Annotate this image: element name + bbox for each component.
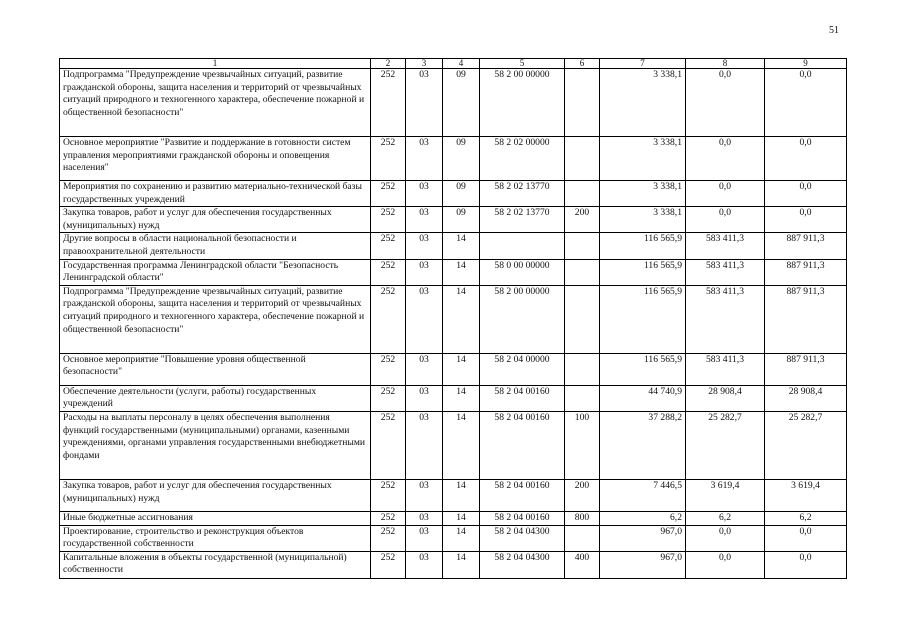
col9-cell: 0,0 (765, 137, 847, 181)
col-header-7: 7 (600, 59, 686, 69)
col5-cell: 58 2 04 00160 (480, 411, 565, 479)
col7-cell: 44 740,9 (600, 385, 686, 411)
col2-cell: 252 (371, 511, 406, 525)
row-name: Иные бюджетные ассигнования (60, 511, 371, 525)
col5-cell: 58 2 04 00160 (480, 511, 565, 525)
col2-cell: 252 (371, 137, 406, 181)
col6-cell (565, 233, 600, 259)
col4-cell: 14 (443, 259, 480, 285)
col2-cell: 252 (371, 385, 406, 411)
col8-cell: 0,0 (686, 137, 765, 181)
col-header-8: 8 (686, 59, 765, 69)
col-header-6: 6 (565, 59, 600, 69)
col6-cell: 200 (565, 207, 600, 233)
col4-cell: 14 (443, 285, 480, 353)
table-row (60, 411, 847, 479)
col8-cell: 3 619,4 (686, 479, 765, 511)
table-row (60, 511, 847, 525)
col5-cell: 58 2 00 00000 (480, 69, 565, 137)
col-header-5: 5 (480, 59, 565, 69)
col9-cell: 0,0 (765, 525, 847, 551)
col8-cell: 0,0 (686, 525, 765, 551)
col9-cell: 887 911,3 (765, 259, 847, 285)
col3-cell: 03 (406, 181, 443, 207)
col7-cell: 3 338,1 (600, 207, 686, 233)
row-name: Другие вопросы в области национальной безопасности и правоохранительной деятельности (60, 233, 371, 259)
col6-cell (565, 353, 600, 385)
col9-cell: 28 908,4 (765, 385, 847, 411)
row-name: Капитальные вложения в объекты государственной (муниципальной) собственности (60, 551, 371, 578)
table-header-row (60, 59, 847, 69)
col7-cell: 116 565,9 (600, 285, 686, 353)
col2-cell: 252 (371, 207, 406, 233)
table-row (60, 353, 847, 385)
col9-cell: 0,0 (765, 551, 847, 578)
table-row (60, 551, 847, 578)
col6-cell: 100 (565, 411, 600, 479)
col5-cell (480, 233, 565, 259)
col4-cell: 14 (443, 353, 480, 385)
col6-cell (565, 69, 600, 137)
col6-cell: 200 (565, 479, 600, 511)
col3-cell: 03 (406, 259, 443, 285)
col7-cell: 3 338,1 (600, 181, 686, 207)
row-name: Проектирование, строительство и реконструкция объектов государственной собственности (60, 525, 371, 551)
col5-cell: 58 2 00 00000 (480, 285, 565, 353)
col7-cell: 3 338,1 (600, 69, 686, 137)
table-row (60, 259, 847, 285)
row-name: Подпрограмма "Предупреждение чрезвычайных ситуаций, развитие гражданской обороны, защита населения и территорий от чрезвычайных ситуаций природного и техногенного характера, обеспечение пожарной и общественной безопасности" (60, 285, 371, 353)
col4-cell: 14 (443, 551, 480, 578)
col2-cell: 252 (371, 285, 406, 353)
col3-cell: 03 (406, 411, 443, 479)
page-number: 51 (829, 25, 839, 36)
col6-cell (565, 137, 600, 181)
budget-table (59, 58, 847, 579)
table-row (60, 525, 847, 551)
col3-cell: 03 (406, 385, 443, 411)
col4-cell: 09 (443, 207, 480, 233)
col3-cell: 03 (406, 353, 443, 385)
col2-cell: 252 (371, 69, 406, 137)
col7-cell: 3 338,1 (600, 137, 686, 181)
col-header-4: 4 (443, 59, 480, 69)
col7-cell: 116 565,9 (600, 259, 686, 285)
col8-cell: 583 411,3 (686, 233, 765, 259)
col9-cell: 887 911,3 (765, 233, 847, 259)
col5-cell: 58 2 04 00160 (480, 479, 565, 511)
col7-cell: 37 288,2 (600, 411, 686, 479)
col9-cell: 0,0 (765, 207, 847, 233)
col5-cell: 58 2 02 13770 (480, 207, 565, 233)
col2-cell: 252 (371, 233, 406, 259)
row-name: Закупка товаров, работ и услуг для обеспечения государственных (муниципальных) нужд (60, 207, 371, 233)
col-header-1: 1 (60, 59, 371, 69)
col4-cell: 14 (443, 233, 480, 259)
col2-cell: 252 (371, 353, 406, 385)
col8-cell: 6,2 (686, 511, 765, 525)
row-name: Основное мероприятие "Развитие и поддержание в готовности систем управления мероприятиями гражданской обороны и оповещения населения" (60, 137, 371, 181)
table-row (60, 479, 847, 511)
table-row (60, 137, 847, 181)
row-name: Расходы на выплаты персоналу в целях обеспечения выполнения функций государственными (муниципальными) органами, казенными учреждениями, органами управления государственными внебюджетными фондами (60, 411, 371, 479)
col5-cell: 58 2 02 13770 (480, 181, 565, 207)
col4-cell: 14 (443, 525, 480, 551)
table-row (60, 385, 847, 411)
col2-cell: 252 (371, 181, 406, 207)
col6-cell: 400 (565, 551, 600, 578)
col8-cell: 28 908,4 (686, 385, 765, 411)
col6-cell (565, 385, 600, 411)
col8-cell: 0,0 (686, 207, 765, 233)
col5-cell: 58 2 04 04300 (480, 551, 565, 578)
col8-cell: 583 411,3 (686, 353, 765, 385)
col6-cell (565, 285, 600, 353)
col6-cell (565, 259, 600, 285)
table-row (60, 285, 847, 353)
col3-cell: 03 (406, 479, 443, 511)
row-name: Мероприятия по сохранению и развитию материально-технической базы государственных учреждений (60, 181, 371, 207)
col-header-2: 2 (371, 59, 406, 69)
col8-cell: 0,0 (686, 181, 765, 207)
col7-cell: 967,0 (600, 551, 686, 578)
col5-cell: 58 2 04 00160 (480, 385, 565, 411)
col3-cell: 03 (406, 207, 443, 233)
col5-cell: 58 2 04 04300 (480, 525, 565, 551)
row-name: Закупка товаров, работ и услуг для обеспечения государственных (муниципальных) нужд (60, 479, 371, 511)
col3-cell: 03 (406, 551, 443, 578)
col3-cell: 03 (406, 525, 443, 551)
col2-cell: 252 (371, 259, 406, 285)
col8-cell: 25 282,7 (686, 411, 765, 479)
col4-cell: 14 (443, 411, 480, 479)
col5-cell: 58 2 02 00000 (480, 137, 565, 181)
col2-cell: 252 (371, 525, 406, 551)
col6-cell (565, 525, 600, 551)
col9-cell: 887 911,3 (765, 285, 847, 353)
col9-cell: 6,2 (765, 511, 847, 525)
col-header-3: 3 (406, 59, 443, 69)
col7-cell: 116 565,9 (600, 233, 686, 259)
col4-cell: 09 (443, 181, 480, 207)
table-row (60, 181, 847, 207)
col8-cell: 0,0 (686, 69, 765, 137)
table-row (60, 207, 847, 233)
col4-cell: 09 (443, 137, 480, 181)
col3-cell: 03 (406, 511, 443, 525)
col4-cell: 14 (443, 511, 480, 525)
col9-cell: 887 911,3 (765, 353, 847, 385)
col7-cell: 7 446,5 (600, 479, 686, 511)
col5-cell: 58 0 00 00000 (480, 259, 565, 285)
table-row (60, 69, 847, 137)
col2-cell: 252 (371, 411, 406, 479)
col8-cell: 583 411,3 (686, 285, 765, 353)
col7-cell: 967,0 (600, 525, 686, 551)
col9-cell: 0,0 (765, 181, 847, 207)
col2-cell: 252 (371, 479, 406, 511)
col6-cell: 800 (565, 511, 600, 525)
col2-cell: 252 (371, 551, 406, 578)
row-name: Государственная программа Ленинградской области "Безопасность Ленинградской области" (60, 259, 371, 285)
col4-cell: 14 (443, 479, 480, 511)
col9-cell: 25 282,7 (765, 411, 847, 479)
col8-cell: 583 411,3 (686, 259, 765, 285)
row-name: Обеспечение деятельности (услуги, работы) государственных учреждений (60, 385, 371, 411)
col4-cell: 14 (443, 385, 480, 411)
col8-cell: 0,0 (686, 551, 765, 578)
col3-cell: 03 (406, 285, 443, 353)
col9-cell: 0,0 (765, 69, 847, 137)
table-row (60, 233, 847, 259)
col-header-9: 9 (765, 59, 847, 69)
col3-cell: 03 (406, 69, 443, 137)
row-name: Подпрограмма "Предупреждение чрезвычайных ситуаций, развитие гражданской обороны, защита населения и территорий от чрезвычайных ситуаций природного и техногенного характера, обеспечение пожарной и общественной безопасности" (60, 69, 371, 137)
col5-cell: 58 2 04 00000 (480, 353, 565, 385)
col6-cell (565, 181, 600, 207)
col3-cell: 03 (406, 137, 443, 181)
col4-cell: 09 (443, 69, 480, 137)
row-name: Основное мероприятие "Повышение уровня общественной безопасности" (60, 353, 371, 385)
col9-cell: 3 619,4 (765, 479, 847, 511)
col7-cell: 6,2 (600, 511, 686, 525)
col7-cell: 116 565,9 (600, 353, 686, 385)
col3-cell: 03 (406, 233, 443, 259)
